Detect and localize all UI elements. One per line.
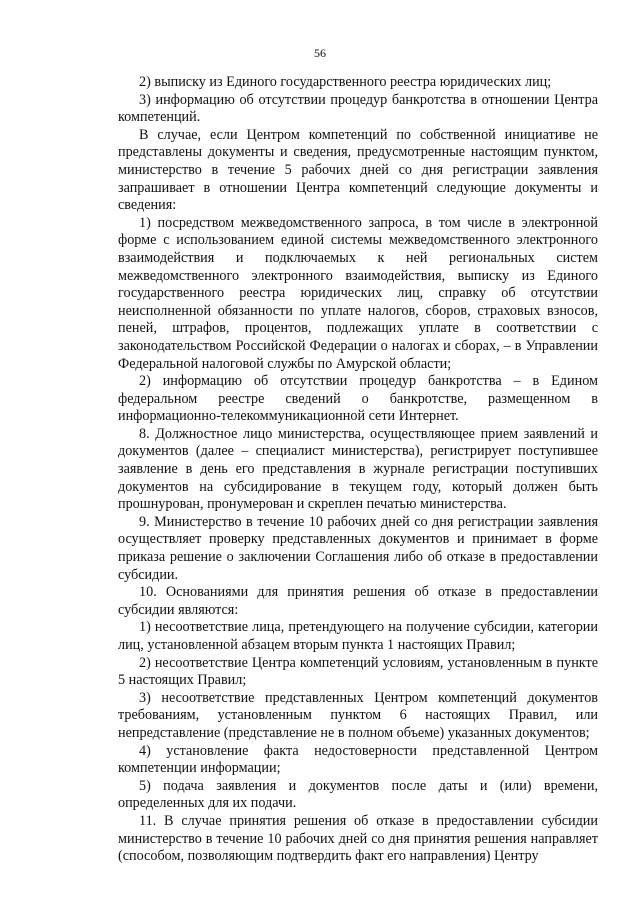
- paragraph-refusal-reason-4: 4) установление факта недостоверности представленной Центром компетенции информации;: [118, 742, 598, 777]
- paragraph-clause-9: 9. Министерство в течение 10 рабочих дней со дня регистрации заявления осуществляет проверку представленных документов и принимает в форме приказа решение о заключении Соглашения либо об отказе в предоставлении субсидии.: [118, 513, 598, 583]
- paragraph-extract-registry: 2) выписку из Единого государственного реестра юридических лиц;: [139, 74, 552, 90]
- page-number: 56: [314, 46, 326, 60]
- paragraph-bankruptcy-info: 3) информацию об отсутствии процедур банкротства в отношении Центра компетенций.: [118, 91, 598, 126]
- paragraph-clause-8: 8. Должностное лицо министерства, осуществляющее прием заявлений и документов (далее – специалист министерства), регистрирует поступившее заявление в день его представления в журнале регистрации поступивших документов на субсидирование в текущем году, который должен быть прошнурован, пронумерован и скреплен печатью министерства.: [118, 425, 598, 513]
- document-body: [118, 74, 598, 866]
- paragraph-documents-not-submitted: В случае, если Центром компетенций по собственной инициативе не представлены документы и сведения, предусмотренные настоящим пунктом, министерство в течение 5 рабочих дней со дня регистрации заявления запрашивает в отношении Центра компетенций следующие документы и сведения:: [118, 126, 598, 214]
- paragraph-refusal-reason-5: 5) подача заявления и документов после даты и (или) времени, определенных для их подачи.: [118, 777, 598, 812]
- paragraph-bankruptcy-registry: 2) информацию об отсутствии процедур банкротства – в Едином федеральном реестре сведений о банкротстве, размещенном в информационно-телекоммуникационной сети Интернет.: [118, 373, 598, 425]
- paragraph-clause-10: 10. Основаниями для принятия решения об отказе в предоставлении субсидии являются:: [118, 584, 598, 618]
- paragraph-interagency-request: 1) посредством межведомственного запроса, в том числе в электронной форме с использованием единой системы межведомственного электронного взаимодействия и подключаемых к ней региональных систем межведомственного электронного взаимодействия, выписку из Единого государственного реестра юридических лиц, справку об отсутствии неисполненной обязанности по уплате налогов, сборов, страховых взносов, пеней, штрафов, процентов, подлежащих уплате в соответствии с законодательством Российской Федерации о налогах и сборах, – в Управлении Федеральной налоговой службы по Амурской области;: [118, 214, 598, 372]
- paragraph-refusal-reason-3: 3) несоответствие представленных Центром компетенций документов требованиям, установленным пунктом 6 настоящих Правил, или непредставление (представление не в полном объеме) указанных документов;: [118, 689, 598, 741]
- paragraph-clause-11: 11. В случае принятия решения об отказе в предоставлении субсидии министерство в течение 10 рабочих дней со дня принятия решения направляет (способом, позволяющим подтвердить факт его направления) Центру: [118, 812, 598, 865]
- paragraph-refusal-reason-1: 1) несоответствие лица, претендующего на получение субсидии, категории лиц, установленной абзацем вторым пункта 1 настоящих Правил;: [118, 619, 598, 653]
- paragraph-refusal-reason-2: 2) несоответствие Центра компетенций условиям, установленным в пункте 5 настоящих Правил;: [118, 654, 598, 689]
